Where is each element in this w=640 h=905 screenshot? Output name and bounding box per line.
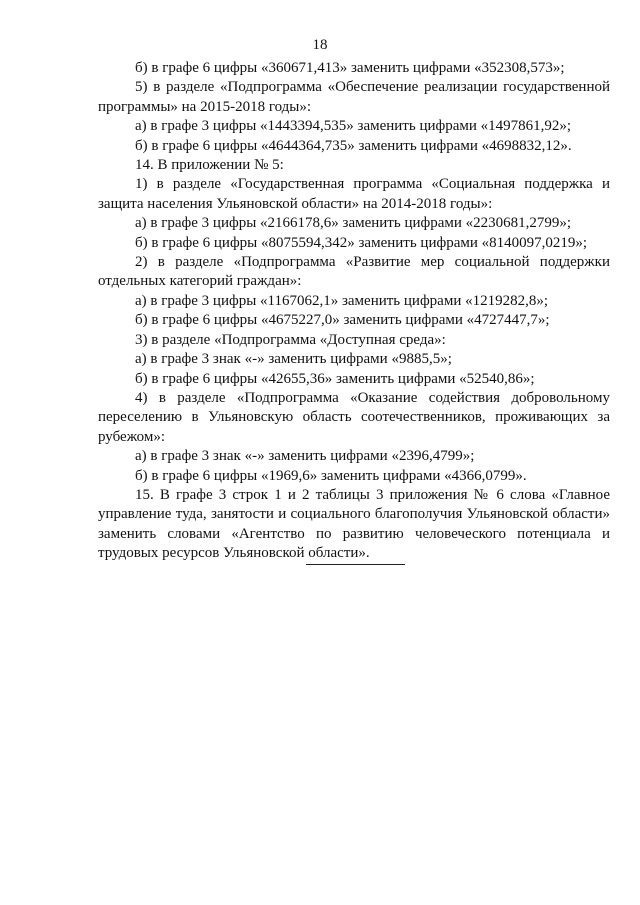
- paragraph: 2) в разделе «Подпрограмма «Развитие мер социальной поддержки отдельных категорий граждан»:: [98, 254, 610, 290]
- paragraph: 15. В графе 3 строк 1 и 2 таблицы 3 приложения № 6 слова «Главное управление туда, занятости и социального благополучия Ульяновской области» заменить словами «Агентство по развитию человеческого потенциала и трудовых ресурсов Ульяновской области».: [98, 486, 610, 562]
- end-divider-line: [306, 564, 405, 565]
- paragraph: а) в графе 3 цифры «1167062,1» заменить цифрами «1219282,8»;: [135, 292, 549, 309]
- paragraph: а) в графе 3 знак «-» заменить цифрами «9885,5»;: [135, 351, 452, 368]
- document-body: [98, 59, 610, 564]
- paragraph: б) в графе 6 цифры «360671,413» заменить цифрами «352308,573»;: [135, 60, 565, 76]
- paragraph: б) в графе 6 цифры «8075594,342» заменить цифрами «8140097,0219»;: [135, 234, 588, 251]
- paragraph: 5) в разделе «Подпрограмма «Обеспечение реализации государственной программы» на 2015-2018 годы»:: [98, 79, 610, 115]
- paragraph: 14. В приложении № 5:: [135, 157, 284, 174]
- paragraph: а) в графе 3 знак «-» заменить цифрами «2396,4799»;: [135, 448, 475, 465]
- paragraph: 1) в разделе «Государственная программа «Социальная поддержка и защита населения Ульяновской области» на 2014-2018 годы»:: [98, 176, 610, 212]
- paragraph: б) в графе 6 цифры «4644364,735» заменить цифрами «4698832,12».: [135, 137, 572, 154]
- paragraph: б) в графе 6 цифры «1969,6» заменить цифрами «4366,0799».: [135, 467, 527, 484]
- page-number: 18: [312, 37, 328, 53]
- paragraph: а) в графе 3 цифры «2166178,6» заменить цифрами «2230681,2799»;: [135, 215, 572, 232]
- paragraph: б) в графе 6 цифры «42655,36» заменить цифрами «52540,86»;: [135, 370, 535, 387]
- paragraph: 3) в разделе «Подпрограмма «Доступная среда»:: [135, 331, 446, 348]
- paragraph: 4) в разделе «Подпрограмма «Оказание содействия добровольному переселению в Ульяновскую область соотечественников, проживающих за рубежом»:: [98, 389, 610, 445]
- paragraph: а) в графе 3 цифры «1443394,535» заменить цифрами «1497861,92»;: [135, 118, 572, 135]
- paragraph: б) в графе 6 цифры «4675227,0» заменить цифрами «4727447,7»;: [135, 312, 550, 329]
